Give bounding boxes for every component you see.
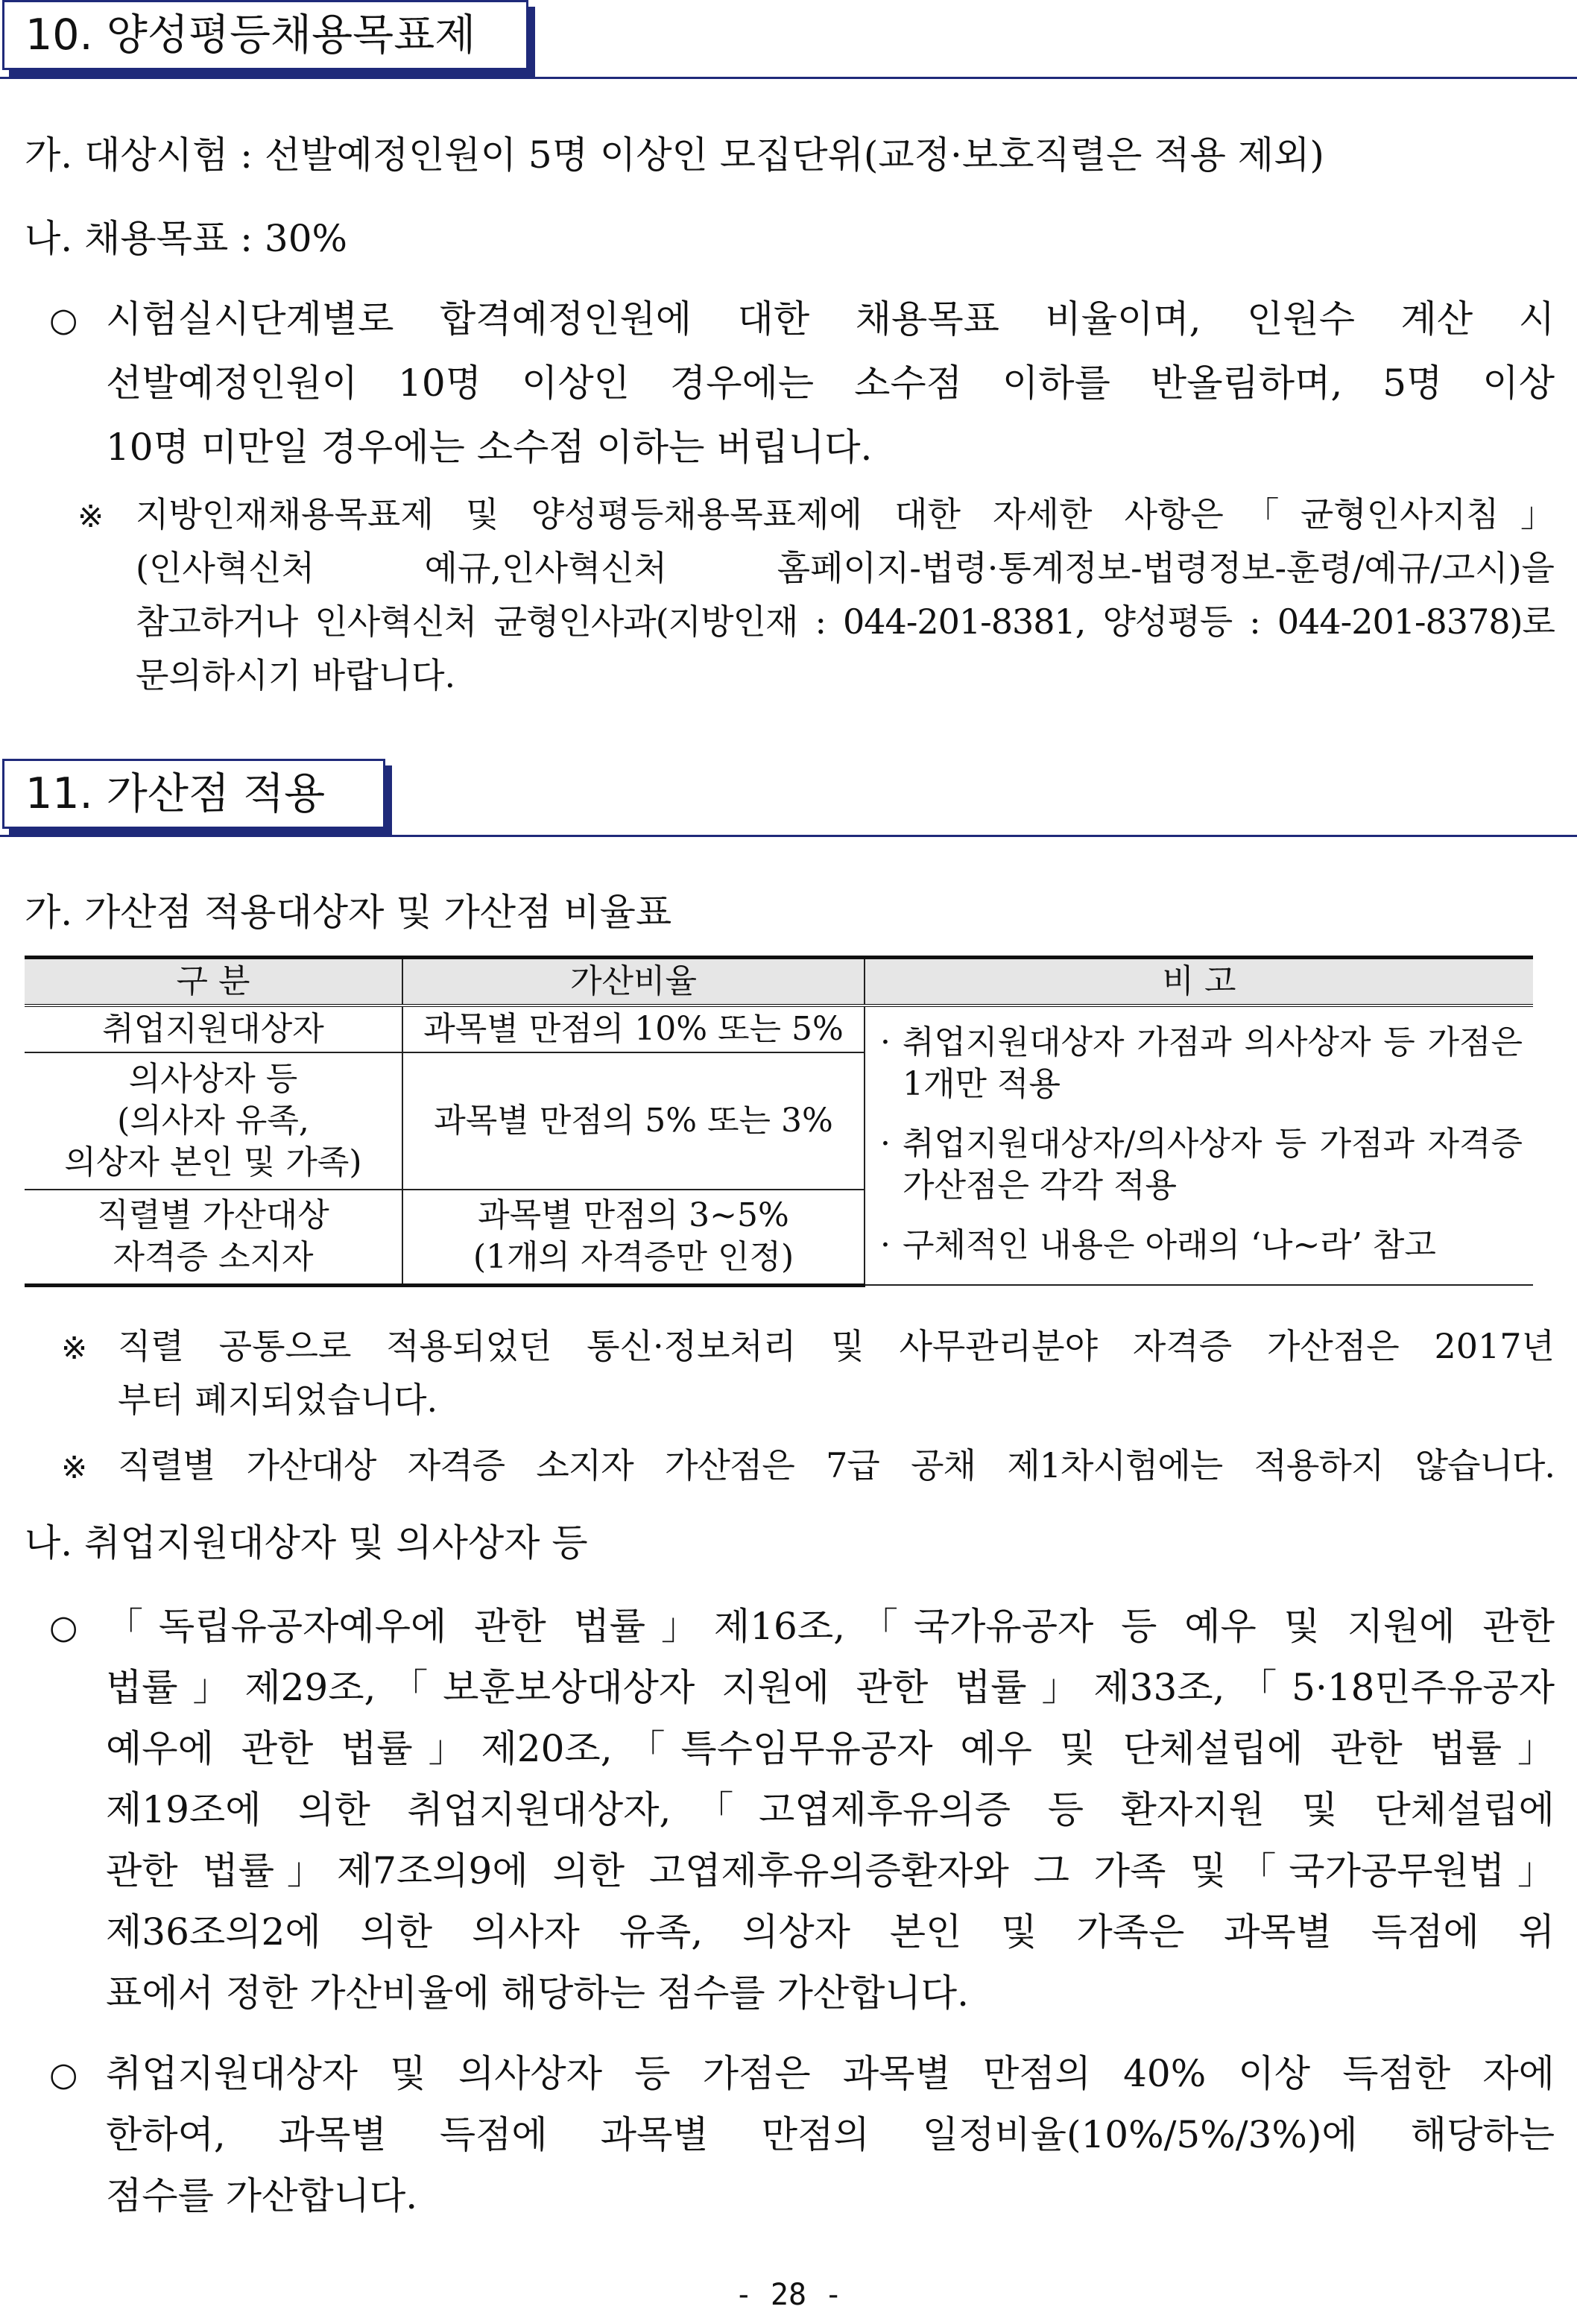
header-ratio: 가산비율 (402, 958, 865, 1006)
s10-item-ga: 가. 대상시험 : 선발예정인원이 5명 이상인 모집단위(교정·보호직렬은 적용 제외) (25, 133, 1324, 177)
section-11-title (2, 759, 385, 829)
table-note-3: · 구체적인 내용은 아래의 ‘나~라’ 참고 (880, 1226, 1436, 1264)
row2-category: 의사상자 등 (의사자 유족, 의상자 본인 및 가족) (25, 1052, 402, 1190)
section-11-rule (0, 835, 1577, 837)
bonus-ratio-table (25, 956, 1533, 1287)
s10-item-na: 나. 채용목표 : 30% (25, 217, 348, 260)
row1-category: 취업지원대상자 (25, 1005, 402, 1052)
row3-category: 직렬별 가산대상 자격증 소지자 (25, 1190, 402, 1285)
s11-bullet1-line-5: 관한 법률」제7조의9에 의한 고엽제후유의증환자와 그 가족 및「국가공무원법」 (106, 1849, 1555, 1892)
table-note-cell (865, 1005, 1533, 1285)
s10-note-line-2: (인사혁신처 예규,인사혁신처 홈페이지-법령·통계정보-법령정보-훈령/예규/고시)을 (136, 548, 1555, 588)
s10-bullet-marker: ○ (49, 301, 78, 339)
s10-note-line-1: 지방인재채용목표제 및 양성평등채용목표제에 대한 자세한 사항은「균형인사지침」 (136, 494, 1555, 534)
table-footnote-1-line-1: 직렬 공통으로 적용되었던 통신·정보처리 및 사무관리분야 자격증 가산점은 2017년 (118, 1326, 1555, 1366)
section-10-title (2, 0, 528, 70)
s11-item-ga: 가. 가산점 적용대상자 및 가산점 비율표 (25, 891, 672, 934)
s10-note-line-4: 문의하시기 바랍니다. (136, 655, 456, 695)
s11-bullet1-line-6: 제36조의2에 의한 의사자 유족, 의상자 본인 및 가족은 과목별 득점에 위 (106, 1910, 1555, 1954)
s11-bullet2-line-1: 취업지원대상자 및 의사상자 등 가점은 과목별 만점의 40% 이상 득점한 자에 (106, 2052, 1555, 2095)
s10-bullet-line-2: 선발예정인원이 10명 이상인 경우에는 소수점 이하를 반올림하며, 5명 이상 (106, 361, 1555, 405)
row2-ratio: 과목별 만점의 5% 또는 3% (402, 1052, 865, 1190)
s11-bullet2-line-2: 한하여, 과목별 득점에 과목별 만점의 일정비율(10%/5%/3%)에 해당하는 (106, 2113, 1555, 2156)
s11-bullet1-line-4: 제19조에 의한 취업지원대상자,「고엽제후유의증 등 환자지원 및 단체설립에 (106, 1788, 1555, 1831)
table-header-row (25, 958, 1533, 1006)
s10-bullet-line-1: 시험실시단계별로 합격예정인원에 대한 채용목표 비율이며, 인원수 계산 시 (106, 297, 1555, 341)
table-row (25, 1005, 1533, 1052)
s11-bullet1-line-2: 법률」제29조,「보훈보상대상자 지원에 관한 법률」제33조,「5·18민주유공자 (106, 1666, 1555, 1709)
table-note-marker-1: ※ (61, 1330, 88, 1366)
s10-note-line-3: 참고하거나 인사혁신처 균형인사과(지방인재 : 044-201-8381, 양성평등 : 044-201-8378)로 (136, 601, 1555, 642)
s11-bullet1-line-1: 「독립유공자예우에 관한 법률」제16조,「국가유공자 등 예우 및 지원에 관한 (106, 1605, 1555, 1648)
s11-item-na: 나. 취업지원대상자 및 의사상자 등 (25, 1521, 588, 1564)
table-footnote-1-line-2: 부터 폐지되었습니다. (118, 1380, 438, 1420)
s11-bullet2-line-3: 점수를 가산합니다. (106, 2174, 418, 2217)
s11-bullet1-marker: ○ (49, 1608, 78, 1646)
row1-ratio: 과목별 만점의 10% 또는 5% (402, 1005, 865, 1052)
table-note-2: · 취업지원대상자/의사상자 등 가점과 자격증 가산점은 각각 적용 (880, 1125, 1523, 1204)
s11-bullet2-marker: ○ (49, 2056, 78, 2094)
s11-bullet1-line-7: 표에서 정한 가산비율에 해당하는 점수를 가산합니다. (106, 1971, 969, 2015)
s10-note-marker: ※ (78, 498, 104, 534)
table-footnote-2: 직렬별 가산대상 자격증 소지자 가산점은 7급 공채 제1차시험에는 적용하지 않습니다. (118, 1445, 1555, 1485)
header-note: 비 고 (865, 958, 1533, 1006)
page-number: - 28 - (734, 2278, 843, 2312)
s10-bullet-line-3: 10명 미만일 경우에는 소수점 이하는 버립니다. (106, 426, 873, 469)
section-11-title-text: 11. 가산점 적용 (25, 769, 326, 818)
row3-ratio: 과목별 만점의 3~5% (1개의 자격증만 인정) (402, 1190, 865, 1285)
table-note-1: · 취업지원대상자 가점과 의사상자 등 가점은 1개만 적용 (880, 1023, 1523, 1103)
section-10-rule (0, 77, 1577, 79)
header-category: 구 분 (25, 958, 402, 1006)
s11-bullet1-line-3: 예우에 관한 법률」제20조,「특수임무유공자 예우 및 단체설립에 관한 법률」 (106, 1727, 1555, 1770)
table-note-marker-2: ※ (61, 1449, 88, 1485)
section-10-title-text: 10. 양성평등채용목표제 (25, 10, 476, 60)
